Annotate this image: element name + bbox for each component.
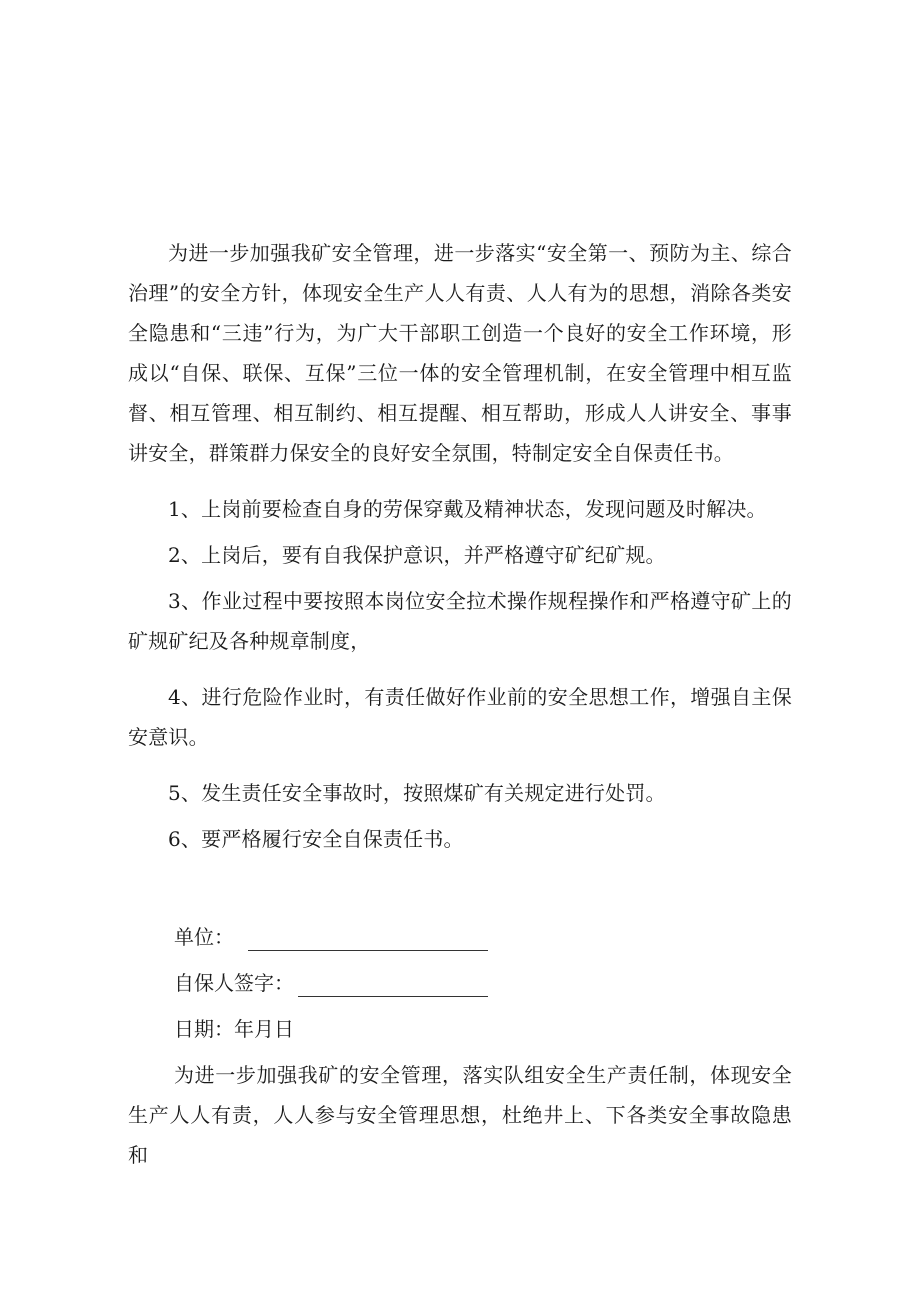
date-label: 日期：年月日 (174, 1017, 294, 1041)
spacer (128, 865, 792, 917)
document-body (128, 233, 792, 1191)
unit-row (128, 917, 792, 957)
unit-blank-line[interactable] (248, 920, 488, 951)
signer-blank-line[interactable] (298, 966, 488, 997)
item-4: 4、进行危险作业时，有责任做好作业前的安全思想工作，增强自主保安意识。 (128, 685, 792, 749)
signer-label: 自保人签字： (174, 971, 294, 995)
intro-paragraph: 为进一步加强我矿安全管理，进一步落实“安全第一、预防为主、综合治理”的安全方针，体现安全生产人人有责、人人有为的思想，消除各类安全隐患和“三违”行为，为广大干部职工创造一个良好的安全工作环境，形成以“自保、联保、互保”三位一体的安全管理机制，在安全管理中相互监督、相互管理、相互制约、相互提醒、相互帮助，形成人人讲安全、事事讲安全，群策群力保安全的良好安全氛围，特制定安全自保责任书。 (128, 241, 792, 465)
second-document-paragraph: 为进一步加强我矿的安全管理，落实队组安全生产责任制，体现安全生产人人有责，人人参与安全管理思想，杜绝井上、下各类安全事故隐患和 (128, 1063, 792, 1167)
item-6: 6、要严格履行安全自保责任书。 (168, 827, 464, 851)
date-row (128, 1009, 792, 1049)
item-2: 2、上岗后，要有自我保护意识，并严格遵守矿纪矿规。 (168, 543, 666, 567)
item-3: 3、作业过程中要按照本岗位安全拉术操作规程操作和严格遵守矿上的矿规矿纪及各种规章制度， (128, 589, 792, 653)
item-5: 5、发生责任安全事故时，按照煤矿有关规定进行处罚。 (168, 781, 666, 805)
signer-row (128, 963, 792, 1003)
unit-label: 单位： (174, 925, 234, 949)
item-1: 1、上岗前要检查自身的劳保穿戴及精神状态，发现问题及时解决。 (168, 497, 767, 521)
